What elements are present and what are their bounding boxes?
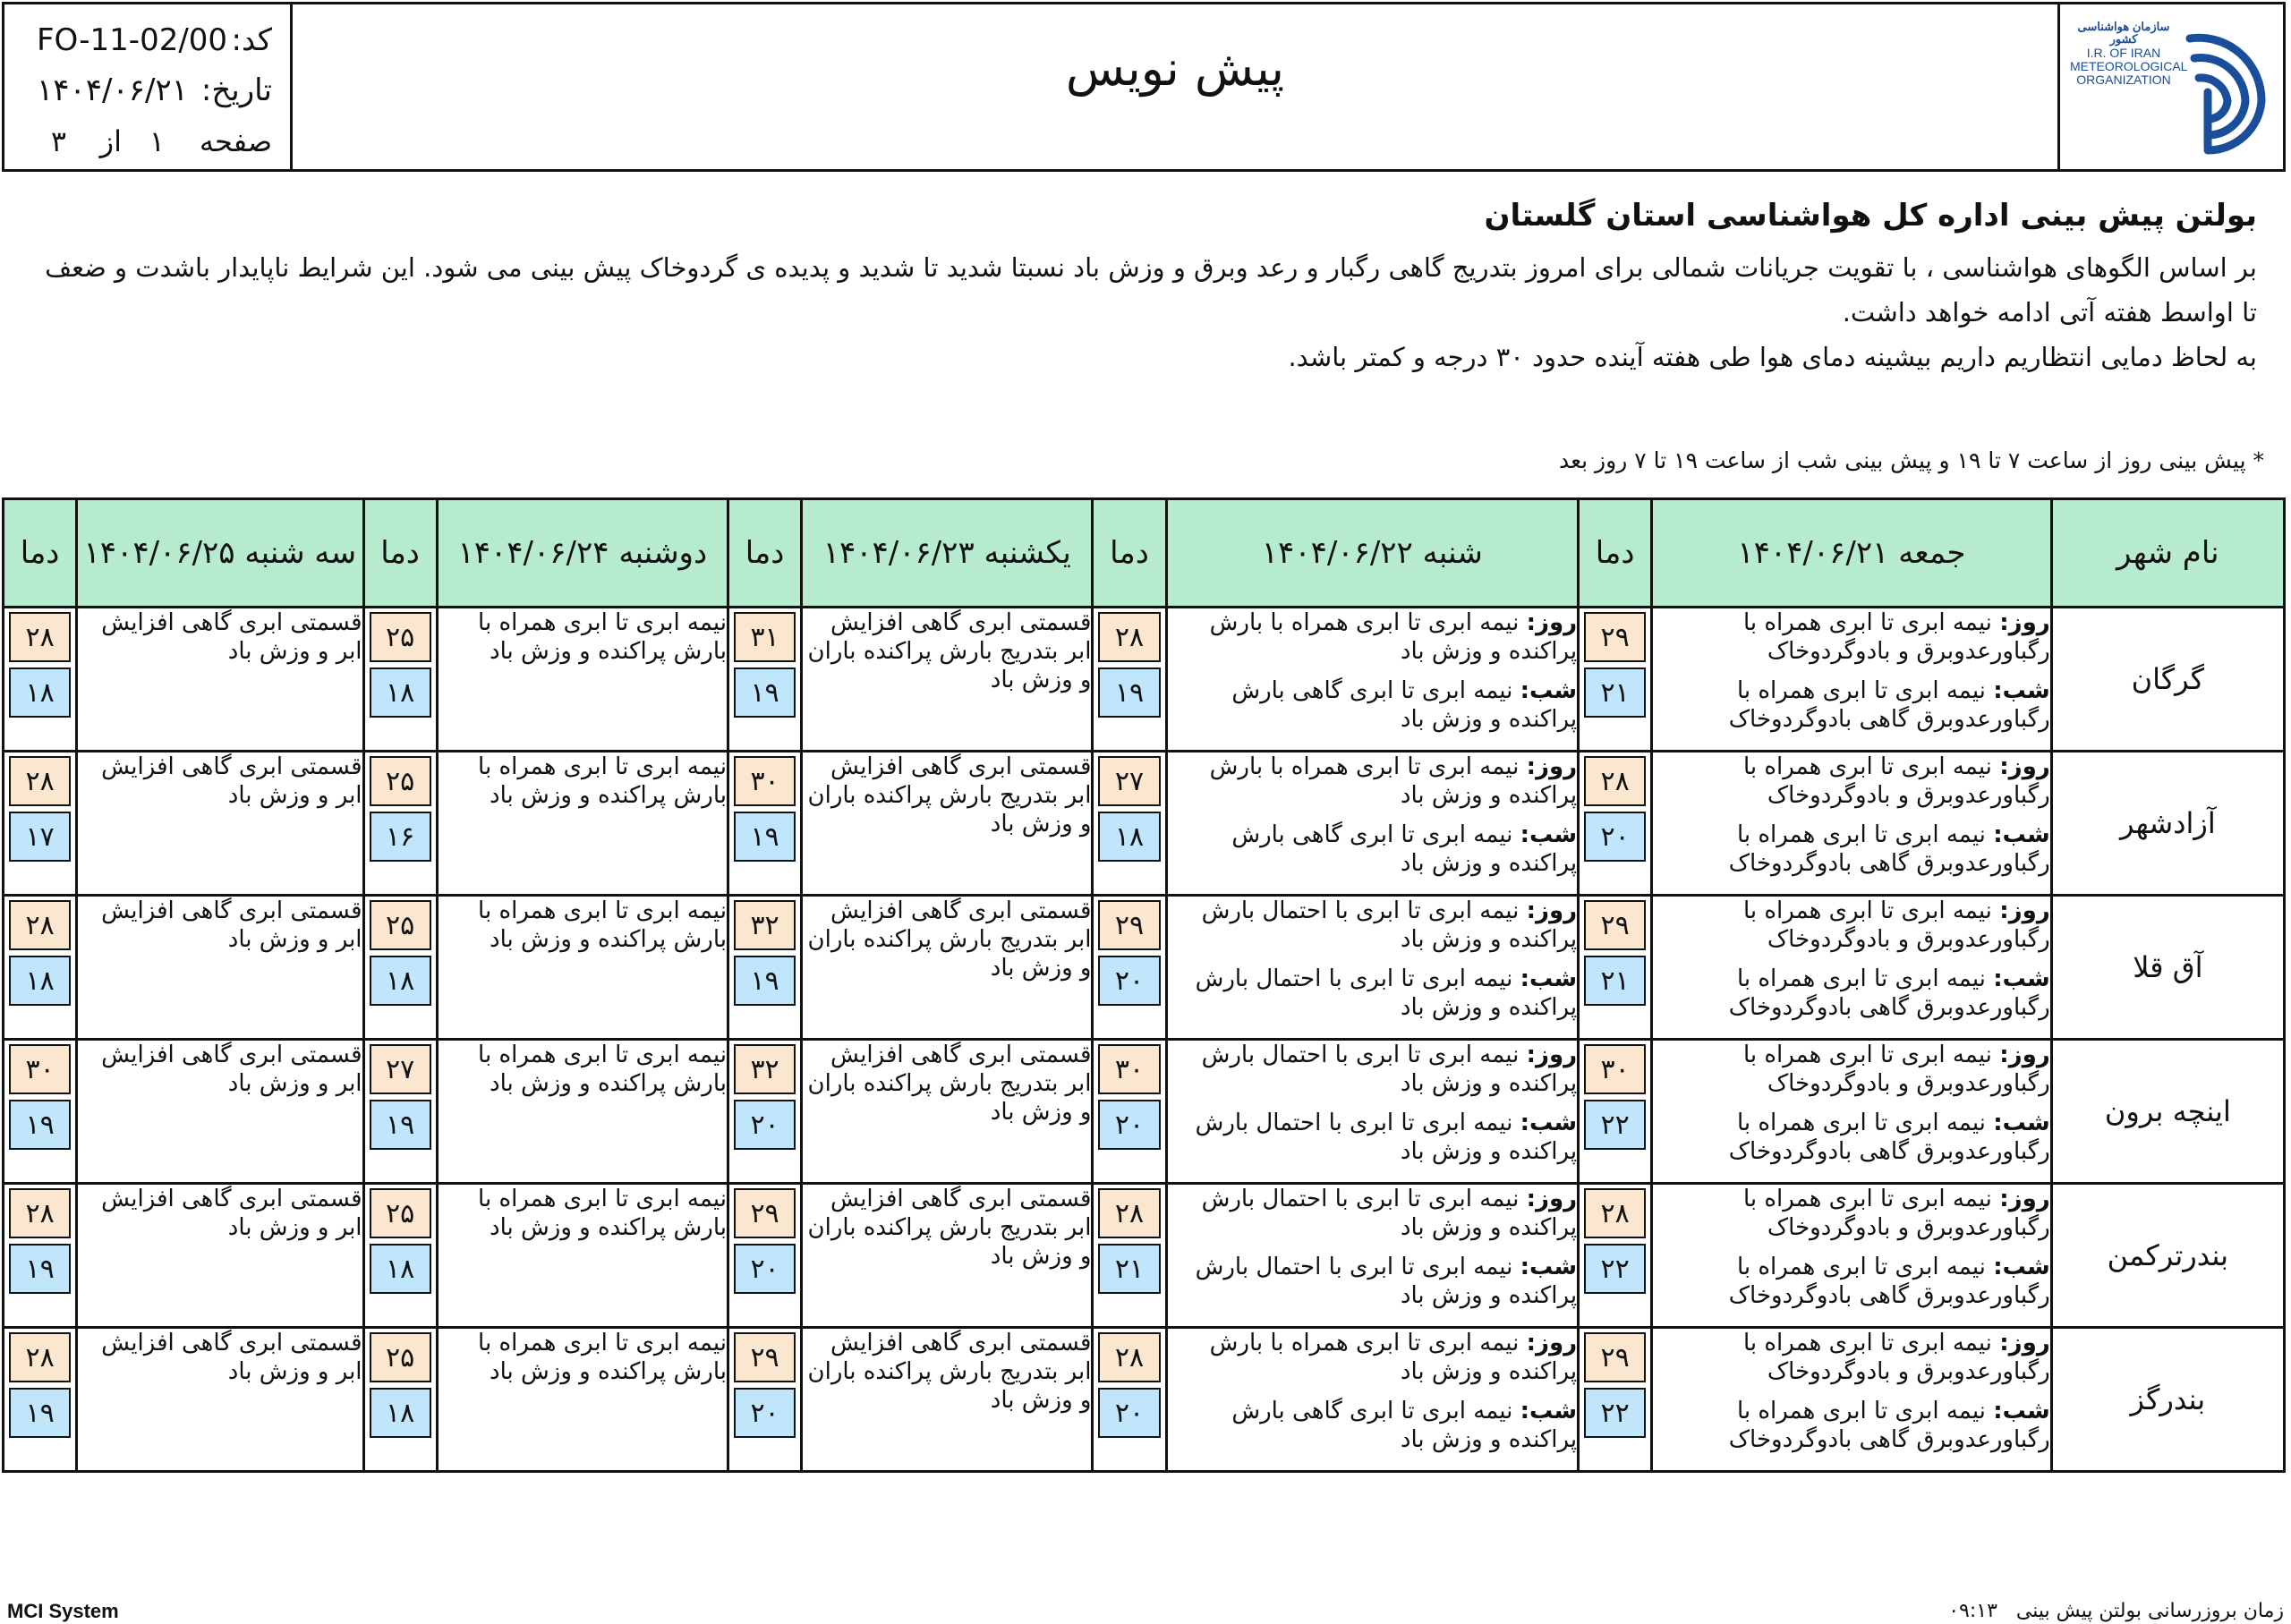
city-name: آزادشهر bbox=[2051, 752, 2284, 896]
day-forecast-text: نیمه ابری تا ابری با احتمال بارش پراکنده و وزش باد bbox=[1201, 897, 1578, 953]
temperature-cell bbox=[363, 896, 437, 1040]
forecast-cell: قسمتی ابری گاهی افزایش ابر و وزش باد bbox=[77, 1040, 363, 1184]
day-night-forecast-cell bbox=[1652, 752, 2052, 896]
city-name: بندرترکمن bbox=[2051, 1184, 2284, 1328]
forecast-cell: قسمتی ابری گاهی افزایش ابر بتدریج بارش پراکنده باران و وزش باد bbox=[802, 608, 1093, 752]
max-temp: ۳۰ bbox=[1098, 1044, 1160, 1094]
min-temp: ۲۱ bbox=[1584, 956, 1646, 1006]
min-temp: ۲۰ bbox=[1098, 956, 1160, 1006]
forecast-table bbox=[2, 497, 2286, 1473]
min-temp: ۱۶ bbox=[370, 812, 431, 862]
max-temp: ۲۹ bbox=[734, 1188, 796, 1238]
table-row bbox=[4, 752, 2285, 896]
max-temp: ۲۸ bbox=[1098, 1332, 1160, 1382]
meteorological-logo-icon bbox=[2172, 21, 2270, 155]
temperature-cell bbox=[1093, 752, 1166, 896]
day-night-forecast-cell bbox=[1652, 1184, 2052, 1328]
min-temp: ۲۰ bbox=[1098, 1100, 1160, 1150]
min-temp: ۲۰ bbox=[734, 1244, 796, 1294]
city-name: اینچه برون bbox=[2051, 1040, 2284, 1184]
day-night-forecast-cell bbox=[1166, 608, 1579, 752]
min-temp: ۲۰ bbox=[1098, 1388, 1160, 1438]
max-temp: ۲۸ bbox=[1584, 756, 1646, 806]
temperature-cell bbox=[1093, 608, 1166, 752]
page-row bbox=[37, 124, 272, 166]
temperature-cell bbox=[363, 1040, 437, 1184]
day-5-header: سه شنبه ۱۴۰۴/۰۶/۲۵ bbox=[77, 499, 363, 608]
min-temp: ۱۸ bbox=[9, 956, 71, 1006]
max-temp: ۳۲ bbox=[734, 1044, 796, 1094]
night-forecast-text: نیمه ابری تا ابری همراه با رگباورعدوبرق گاهی بادوگردوخاک bbox=[1728, 821, 2050, 877]
max-temp: ۲۵ bbox=[370, 900, 431, 950]
night-label: شب: bbox=[1993, 821, 2050, 848]
forecast-cell: قسمتی ابری گاهی افزایش ابر و وزش باد bbox=[77, 608, 363, 752]
min-temp: ۲۰ bbox=[1584, 812, 1646, 862]
min-temp: ۲۲ bbox=[1584, 1100, 1646, 1150]
day-forecast bbox=[1653, 897, 2050, 954]
night-forecast-text: نیمه ابری تا ابری همراه با رگباورعدوبرق گاهی بادوگردوخاک bbox=[1728, 677, 2050, 733]
forecast-cell: قسمتی ابری گاهی افزایش ابر بتدریج بارش پراکنده باران و وزش باد bbox=[802, 1040, 1093, 1184]
day-night-forecast-cell bbox=[1652, 1040, 2052, 1184]
temperature-cell bbox=[363, 752, 437, 896]
min-temp: ۲۰ bbox=[734, 1388, 796, 1438]
min-temp: ۱۸ bbox=[370, 1244, 431, 1294]
day-label: روز: bbox=[1999, 609, 2050, 636]
max-temp: ۳۰ bbox=[9, 1044, 71, 1094]
day-label: روز: bbox=[1999, 1042, 2050, 1068]
temp-header: دما bbox=[4, 499, 77, 608]
day-forecast bbox=[1653, 608, 2050, 666]
day-night-forecast-cell bbox=[1652, 1328, 2052, 1472]
temperature-cell bbox=[728, 752, 802, 896]
night-label: شب: bbox=[1520, 1398, 1578, 1424]
forecast-cell: قسمتی ابری گاهی افزایش ابر بتدریج بارش پراکنده باران و وزش باد bbox=[802, 896, 1093, 1040]
day-forecast bbox=[1168, 608, 1578, 666]
max-temp: ۲۸ bbox=[9, 900, 71, 950]
bulletin-paragraph-2: به لحاظ دمایی انتظاریم داریم بیشینه دمای هوا طی هفته آینده حدود ۳۰ درجه و کمتر باشد. bbox=[1288, 342, 2257, 372]
night-forecast-text: نیمه ابری تا ابری همراه با رگباورعدوبرق گاهی بادوگردوخاک bbox=[1728, 1254, 2050, 1309]
temperature-cell bbox=[1093, 1328, 1166, 1472]
day-night-forecast-cell bbox=[1166, 1328, 1579, 1472]
day-night-forecast-cell bbox=[1166, 752, 1579, 896]
day-forecast-text: نیمه ابری تا ابری همراه با بارش پراکنده و وزش باد bbox=[1209, 609, 1578, 665]
page-number: ۱ bbox=[149, 124, 165, 158]
min-temp: ۱۹ bbox=[734, 812, 796, 862]
min-temp: ۱۹ bbox=[1098, 667, 1160, 718]
night-forecast-text: نیمه ابری تا ابری گاهی بارش پراکنده و وزش باد bbox=[1231, 821, 1578, 877]
day-night-forecast-cell bbox=[1652, 608, 2052, 752]
night-forecast-text: نیمه ابری تا ابری گاهی بارش پراکنده و وزش باد bbox=[1231, 677, 1578, 733]
night-forecast-text: نیمه ابری تا ابری همراه با رگباورعدوبرق گاهی بادوگردوخاک bbox=[1728, 965, 2050, 1021]
night-forecast bbox=[1168, 821, 1578, 878]
temperature-cell bbox=[363, 1184, 437, 1328]
night-forecast bbox=[1653, 821, 2050, 878]
table-row bbox=[4, 896, 2285, 1040]
max-temp: ۲۸ bbox=[9, 1188, 71, 1238]
temperature-cell bbox=[1579, 1328, 1652, 1472]
logo-text-en2: METEOROLOGICAL bbox=[2070, 58, 2188, 73]
max-temp: ۲۸ bbox=[1098, 1188, 1160, 1238]
temperature-cell bbox=[1579, 896, 1652, 1040]
max-temp: ۳۰ bbox=[1584, 1044, 1646, 1094]
document-header bbox=[2, 2, 2286, 172]
day-forecast-text: نیمه ابری تا ابری همراه با رگباورعدوبرق و بادوگردوخاک bbox=[1742, 753, 2050, 809]
day-night-forecast-cell bbox=[1166, 1184, 1579, 1328]
forecast-cell: نیمه ابری تا ابری همراه با بارش پراکنده و وزش باد bbox=[437, 1184, 728, 1328]
page-label: صفحه bbox=[199, 124, 272, 158]
night-forecast-text: نیمه ابری تا ابری با احتمال بارش پراکنده و وزش باد bbox=[1195, 1254, 1578, 1309]
night-forecast bbox=[1653, 1397, 2050, 1454]
night-forecast bbox=[1653, 965, 2050, 1022]
temperature-cell bbox=[4, 1184, 77, 1328]
forecast-time-note: * پیش بینی روز از ساعت ۷ تا ۱۹ و پیش بینی شب از ساعت ۱۹ تا ۷ روز بعد bbox=[1558, 447, 2264, 473]
min-temp: ۱۹ bbox=[9, 1388, 71, 1438]
forecast-cell: قسمتی ابری گاهی افزایش ابر بتدریج بارش پراکنده باران و وزش باد bbox=[802, 1328, 1093, 1472]
night-forecast-text: نیمه ابری تا ابری گاهی بارش پراکنده و وزش باد bbox=[1231, 1398, 1578, 1453]
max-temp: ۲۸ bbox=[9, 756, 71, 806]
max-temp: ۲۹ bbox=[1584, 1332, 1646, 1382]
max-temp: ۲۷ bbox=[370, 1044, 431, 1094]
temperature-cell bbox=[4, 608, 77, 752]
city-column-header: نام شهر bbox=[2051, 499, 2284, 608]
forecast-cell: نیمه ابری تا ابری همراه با بارش پراکنده و وزش باد bbox=[437, 1328, 728, 1472]
system-name: MCI System bbox=[7, 1600, 119, 1622]
logo-box bbox=[2057, 4, 2283, 169]
day-night-forecast-cell bbox=[1166, 1040, 1579, 1184]
city-name: بندرگز bbox=[2051, 1328, 2284, 1472]
day-forecast bbox=[1653, 752, 2050, 810]
max-temp: ۲۸ bbox=[1584, 1188, 1646, 1238]
day-label: روز: bbox=[1526, 609, 1578, 636]
day-forecast bbox=[1653, 1185, 2050, 1242]
page-of-label: از bbox=[99, 124, 122, 158]
date-label: تاریخ: bbox=[200, 72, 272, 108]
temp-header: دما bbox=[363, 499, 437, 608]
night-forecast-text: نیمه ابری تا ابری با احتمال بارش پراکنده و وزش باد bbox=[1195, 965, 1578, 1021]
forecast-cell: قسمتی ابری گاهی افزایش ابر بتدریج بارش پراکنده باران و وزش باد bbox=[802, 752, 1093, 896]
max-temp: ۲۹ bbox=[1584, 900, 1646, 950]
code-value: FO-11-02/00 bbox=[37, 22, 228, 58]
day-forecast-text: نیمه ابری تا ابری همراه با بارش پراکنده و وزش باد bbox=[1209, 1330, 1578, 1385]
day-3-header: یکشنبه ۱۴۰۴/۰۶/۲۳ bbox=[802, 499, 1093, 608]
temperature-cell bbox=[363, 1328, 437, 1472]
day-forecast-text: نیمه ابری تا ابری همراه با رگباورعدوبرق و بادوگردوخاک bbox=[1742, 609, 2050, 665]
forecast-cell: قسمتی ابری گاهی افزایش ابر و وزش باد bbox=[77, 752, 363, 896]
temperature-cell bbox=[728, 896, 802, 1040]
day-1-header: جمعه ۱۴۰۴/۰۶/۲۱ bbox=[1652, 499, 2052, 608]
temperature-cell bbox=[1093, 896, 1166, 1040]
day-forecast-text: نیمه ابری تا ابری با احتمال بارش پراکنده و وزش باد bbox=[1201, 1042, 1578, 1097]
min-temp: ۲۲ bbox=[1584, 1244, 1646, 1294]
temperature-cell bbox=[4, 896, 77, 1040]
day-label: روز: bbox=[1526, 1186, 1578, 1212]
day-2-header: شنبه ۱۴۰۴/۰۶/۲۲ bbox=[1166, 499, 1579, 608]
city-name: گرگان bbox=[2051, 608, 2284, 752]
max-temp: ۲۸ bbox=[1098, 612, 1160, 662]
max-temp: ۲۹ bbox=[1098, 900, 1160, 950]
night-label: شب: bbox=[1520, 1254, 1578, 1280]
min-temp: ۱۹ bbox=[9, 1244, 71, 1294]
night-label: شب: bbox=[1993, 1398, 2050, 1424]
night-label: شب: bbox=[1993, 677, 2050, 704]
night-forecast-text: نیمه ابری تا ابری همراه با رگباورعدوبرق گاهی بادوگردوخاک bbox=[1728, 1110, 2050, 1165]
temp-header: دما bbox=[728, 499, 802, 608]
day-label: روز: bbox=[1526, 753, 1578, 780]
max-temp: ۲۸ bbox=[9, 612, 71, 662]
night-forecast bbox=[1168, 1397, 1578, 1454]
temperature-cell bbox=[4, 752, 77, 896]
night-forecast-text: نیمه ابری تا ابری با احتمال بارش پراکنده و وزش باد bbox=[1195, 1110, 1578, 1165]
day-forecast-text: نیمه ابری تا ابری همراه با رگباورعدوبرق و بادوگردوخاک bbox=[1742, 1186, 2050, 1241]
bulletin-heading: بولتن پیش بینی اداره کل هواشناسی استان گلستان bbox=[1484, 198, 2257, 234]
day-forecast-text: نیمه ابری تا ابری همراه با رگباورعدوبرق و بادوگردوخاک bbox=[1742, 897, 2050, 953]
temperature-cell bbox=[1093, 1184, 1166, 1328]
day-forecast-text: نیمه ابری تا ابری همراه با رگباورعدوبرق و بادوگردوخاک bbox=[1742, 1042, 2050, 1097]
temperature-cell bbox=[4, 1040, 77, 1184]
day-forecast bbox=[1653, 1041, 2050, 1098]
day-forecast bbox=[1168, 1185, 1578, 1242]
forecast-cell: قسمتی ابری گاهی افزایش ابر و وزش باد bbox=[77, 896, 363, 1040]
temperature-cell bbox=[1093, 1040, 1166, 1184]
table-header-row bbox=[4, 499, 2285, 608]
max-temp: ۲۵ bbox=[370, 612, 431, 662]
date-value: ۱۴۰۴/۰۶/۲۱ bbox=[37, 72, 189, 108]
forecast-cell: قسمتی ابری گاهی افزایش ابر و وزش باد bbox=[77, 1328, 363, 1472]
code-row bbox=[37, 22, 272, 67]
max-temp: ۲۵ bbox=[370, 1332, 431, 1382]
night-label: شب: bbox=[1520, 821, 1578, 848]
night-label: شب: bbox=[1993, 1254, 2050, 1280]
night-label: شب: bbox=[1520, 965, 1578, 992]
night-label: شب: bbox=[1520, 1110, 1578, 1136]
night-forecast bbox=[1168, 1253, 1578, 1310]
logo-text bbox=[2070, 20, 2188, 88]
temperature-cell bbox=[728, 1184, 802, 1328]
night-forecast bbox=[1168, 1109, 1578, 1166]
date-row bbox=[37, 72, 272, 117]
max-temp: ۲۵ bbox=[370, 1188, 431, 1238]
max-temp: ۲۸ bbox=[9, 1332, 71, 1382]
day-forecast bbox=[1168, 752, 1578, 810]
day-label: روز: bbox=[1999, 1330, 2050, 1356]
min-temp: ۱۸ bbox=[370, 956, 431, 1006]
min-temp: ۱۹ bbox=[734, 667, 796, 718]
document-code-box bbox=[4, 4, 293, 169]
temperature-cell bbox=[728, 1040, 802, 1184]
night-forecast bbox=[1653, 676, 2050, 734]
min-temp: ۱۹ bbox=[9, 1100, 71, 1150]
max-temp: ۲۷ bbox=[1098, 756, 1160, 806]
temperature-cell bbox=[1579, 1184, 1652, 1328]
day-label: روز: bbox=[1999, 1186, 2050, 1212]
max-temp: ۲۵ bbox=[370, 756, 431, 806]
city-name: آق قلا bbox=[2051, 896, 2284, 1040]
max-temp: ۳۰ bbox=[734, 756, 796, 806]
night-forecast bbox=[1168, 965, 1578, 1022]
min-temp: ۱۸ bbox=[370, 667, 431, 718]
max-temp: ۲۹ bbox=[734, 1332, 796, 1382]
temperature-cell bbox=[728, 608, 802, 752]
day-forecast bbox=[1653, 1329, 2050, 1386]
min-temp: ۱۸ bbox=[1098, 812, 1160, 862]
min-temp: ۱۸ bbox=[370, 1388, 431, 1438]
min-temp: ۲۱ bbox=[1584, 667, 1646, 718]
day-label: روز: bbox=[1999, 753, 2050, 780]
day-label: روز: bbox=[1526, 1042, 1578, 1068]
min-temp: ۲۲ bbox=[1584, 1388, 1646, 1438]
min-temp: ۱۹ bbox=[370, 1100, 431, 1150]
temperature-cell bbox=[4, 1328, 77, 1472]
update-time-value: ۰۹:۱۳ bbox=[1948, 1600, 1997, 1622]
update-time-line bbox=[1948, 1600, 2284, 1622]
forecast-cell: قسمتی ابری گاهی افزایش ابر بتدریج بارش پراکنده باران و وزش باد bbox=[802, 1184, 1093, 1328]
day-forecast bbox=[1168, 1041, 1578, 1098]
min-temp: ۲۰ bbox=[734, 1100, 796, 1150]
temperature-cell bbox=[1579, 608, 1652, 752]
table-row bbox=[4, 1040, 2285, 1184]
night-label: شب: bbox=[1993, 965, 2050, 992]
update-time-label: زمان بروزرسانی بولتن پیش بینی bbox=[2015, 1600, 2284, 1622]
day-label: روز: bbox=[1526, 897, 1578, 924]
day-forecast-text: نیمه ابری تا ابری همراه با بارش پراکنده و وزش باد bbox=[1209, 753, 1578, 809]
logo-text-en1: I.R. OF IRAN bbox=[2086, 45, 2161, 60]
day-forecast-text: نیمه ابری تا ابری با احتمال بارش پراکنده و وزش باد bbox=[1201, 1186, 1578, 1241]
bulletin-paragraph-1: بر اساس الگوهای هواشناسی ، با تقویت جریانات شمالی برای امروز بتدریج گاهی رگبار و رعد وبرق و وزش باد نسبتا شدید تا شدید و پدیده ی گردوخاک پیش بینی می شود. این شرایط ناپایدار باشدت و ضعف تا اواسط هفته آتی ادامه خواهد داشت. bbox=[45, 252, 2257, 327]
min-temp: ۱۹ bbox=[734, 956, 796, 1006]
max-temp: ۳۲ bbox=[734, 900, 796, 950]
night-forecast bbox=[1653, 1253, 2050, 1310]
night-label: شب: bbox=[1520, 677, 1578, 704]
table-row bbox=[4, 1184, 2285, 1328]
page-title: پیش نویس bbox=[1065, 40, 1285, 97]
temp-header: دما bbox=[1579, 499, 1652, 608]
logo-text-en3: ORGANIZATION bbox=[2076, 72, 2171, 88]
forecast-cell: نیمه ابری تا ابری همراه با بارش پراکنده و وزش باد bbox=[437, 1040, 728, 1184]
day-4-header: دوشنبه ۱۴۰۴/۰۶/۲۴ bbox=[437, 499, 728, 608]
day-forecast-text: نیمه ابری تا ابری همراه با رگباورعدوبرق و بادوگردوخاک bbox=[1742, 1330, 2050, 1385]
day-night-forecast-cell bbox=[1652, 896, 2052, 1040]
day-forecast bbox=[1168, 1329, 1578, 1386]
min-temp: ۱۸ bbox=[9, 667, 71, 718]
night-label: شب: bbox=[1993, 1110, 2050, 1136]
bulletin-intro bbox=[34, 193, 2257, 379]
logo-text-fa: سازمان هواشناسی کشور bbox=[2077, 20, 2170, 47]
table-row bbox=[4, 608, 2285, 752]
day-label: روز: bbox=[1526, 1330, 1578, 1356]
temp-header: دما bbox=[1093, 499, 1166, 608]
night-forecast bbox=[1653, 1109, 2050, 1166]
day-label: روز: bbox=[1999, 897, 2050, 924]
max-temp: ۲۹ bbox=[1584, 612, 1646, 662]
max-temp: ۳۱ bbox=[734, 612, 796, 662]
table-row bbox=[4, 1328, 2285, 1472]
night-forecast-text: نیمه ابری تا ابری همراه با رگباورعدوبرق گاهی بادوگردوخاک bbox=[1728, 1398, 2050, 1453]
forecast-cell: نیمه ابری تا ابری همراه با بارش پراکنده و وزش باد bbox=[437, 608, 728, 752]
day-forecast bbox=[1168, 897, 1578, 954]
min-temp: ۱۷ bbox=[9, 812, 71, 862]
temperature-cell bbox=[728, 1328, 802, 1472]
night-forecast bbox=[1168, 676, 1578, 734]
forecast-cell: نیمه ابری تا ابری همراه با بارش پراکنده و وزش باد bbox=[437, 896, 728, 1040]
forecast-cell: نیمه ابری تا ابری همراه با بارش پراکنده و وزش باد bbox=[437, 752, 728, 896]
forecast-cell: قسمتی ابری گاهی افزایش ابر و وزش باد bbox=[77, 1184, 363, 1328]
day-night-forecast-cell bbox=[1166, 896, 1579, 1040]
temperature-cell bbox=[1579, 1040, 1652, 1184]
temperature-cell bbox=[363, 608, 437, 752]
min-temp: ۲۱ bbox=[1098, 1244, 1160, 1294]
page-total: ۳ bbox=[50, 124, 66, 158]
code-label: کد: bbox=[231, 22, 272, 58]
temperature-cell bbox=[1579, 752, 1652, 896]
